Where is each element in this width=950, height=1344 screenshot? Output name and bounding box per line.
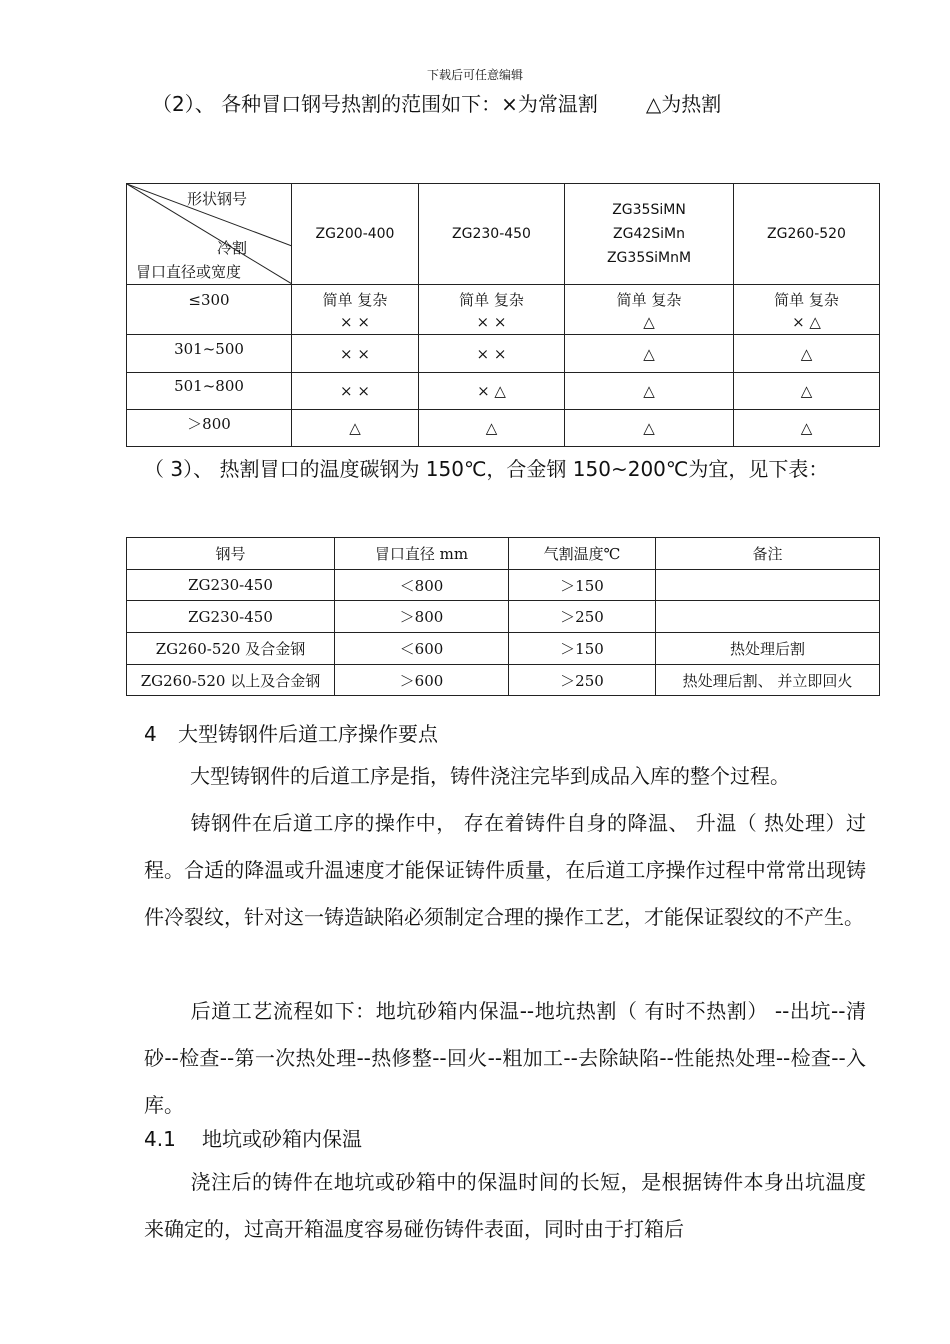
table-row [127,285,880,335]
table-cell: △ [292,410,419,447]
table-cell: × × [292,373,419,410]
table-cell [419,285,565,335]
table-cell: △ [734,335,880,373]
table-cell: ZG230-450 [127,601,335,633]
section-heading [144,718,438,747]
paragraph [144,800,866,941]
table-cell: ＞600 [335,665,509,696]
table-row [127,335,880,373]
cell-line: △ [643,313,655,331]
column-header-line: ZG42SiMn [613,226,685,242]
table-cell: × × [419,335,565,373]
column-header: 冒口直径 mm [335,538,509,570]
cell-line: × × [340,313,370,331]
table-cell: × △ [419,373,565,410]
table-cell: ＜800 [335,570,509,601]
cell-line: × × [476,313,507,331]
cut-temperature-table [126,537,880,696]
diag-label-bottom: 冒口直径或宽度 [136,263,242,281]
table-cell: △ [565,373,734,410]
paragraph-text: 大型铸钢件的后道工序是指，铸件浇注完毕到成品入库的整个过程。 [190,764,790,788]
intro-line [152,88,721,117]
table-cell: ＞150 [509,633,656,665]
table-cell [292,285,419,335]
paragraph-text: 后道工艺流程如下：地坑砂箱内保温--地坑热割（ 有时不热割） --出坑--清砂--检查--第一次热处理--热修整--回火--粗加工--去除缺陷--性能热处理--检查--入库。 [144,999,866,1117]
paragraph-text: 铸钢件在后道工序的操作中， 存在着铸件自身的降温、 升温（ 热处理）过程。合适的降温或升温速度才能保证铸件质量，在后道工序操作过程中常常出现铸件冷裂纹，针对这一铸造缺陷必须制定合理的操作工艺，才能保证裂纹的不产生。 [144,811,866,929]
column-header: 钢号 [127,538,335,570]
column-header-line: ZG35SiMN [612,202,686,218]
table-cell: 热处理后割、 并立即回火 [656,665,880,696]
paragraph [144,753,866,800]
column-header-multi [565,184,734,285]
table-cell: ＞250 [509,665,656,696]
cell-line: 简单 复杂 [616,291,682,309]
table-row [127,601,880,633]
paragraph-text: 浇注后的铸件在地坑或砂箱中的保温时间的长短，是根据铸件本身出坑温度来确定的，过高开箱温度容易碰伤铸件表面，同时由于打箱后 [144,1170,866,1241]
table-row [127,410,880,447]
cell-line: 简单 复杂 [459,291,524,309]
table-header-row [127,184,880,285]
table-row [127,665,880,696]
page-header: 下载后可任意编辑 [426,68,523,82]
column-header: ZG260-520 [734,184,880,285]
column-header: 备注 [656,538,880,570]
subsection-title: 地坑或砂箱内保温 [202,1127,362,1151]
table-header-row [127,538,880,570]
table-cell: ZG260-520 及合金钢 [127,633,335,665]
row-label: ≤300 [127,285,292,335]
table-cell: △ [419,410,565,447]
column-header: ZG200-400 [292,184,419,285]
table-cell: ＞800 [335,601,509,633]
paragraph [144,1159,866,1253]
table-cell: △ [565,410,734,447]
intro-tail: △为热割 [645,92,722,116]
cell-line: × △ [792,313,821,331]
table-cell: × × [292,335,419,373]
table-cell [565,285,734,335]
table-row [127,373,880,410]
table-cell [734,285,880,335]
cell-line: 简单 复杂 [774,291,839,309]
subsection-number: 4.1 [144,1127,176,1151]
subsection-heading [144,1123,362,1152]
row-label: ＞800 [127,410,292,447]
row-label: 501~800 [127,373,292,410]
table-cell: ZG260-520 以上及合金钢 [127,665,335,696]
section-number: 4 [144,722,157,746]
table-cell: △ [734,373,880,410]
table-row [127,633,880,665]
table-cell: ＞150 [509,570,656,601]
table-cell: 热处理后割 [656,633,880,665]
cell-line: 简单 复杂 [322,291,388,309]
paragraph-section3: （ 3）、 热割冒口的温度碳钢为 150℃，合金钢 150~200℃为宜，见下表： [144,457,829,481]
column-header: 气割温度℃ [509,538,656,570]
paragraph [144,988,866,1129]
table-cell: ZG230-450 [127,570,335,601]
column-header: ZG230-450 [419,184,565,285]
table-cell [656,601,880,633]
column-header-line: ZG35SiMnM [606,250,692,266]
table-cell [656,570,880,601]
table-cell: △ [734,410,880,447]
diag-label-top: 形状钢号 [187,190,248,208]
table-cell: ＞250 [509,601,656,633]
diagonal-header-cell [127,184,292,285]
section-title: 大型铸钢件后道工序操作要点 [178,722,438,746]
table-row [127,570,880,601]
intro-lead: （2）、 各种冒口钢号热割的范围如下：×为常温割 [152,92,598,116]
table-cell: △ [565,335,734,373]
diag-label-mid: 冷割 [217,239,248,257]
hot-cut-range-table [126,183,880,447]
table-cell: ＜600 [335,633,509,665]
row-label: 301~500 [127,335,292,373]
